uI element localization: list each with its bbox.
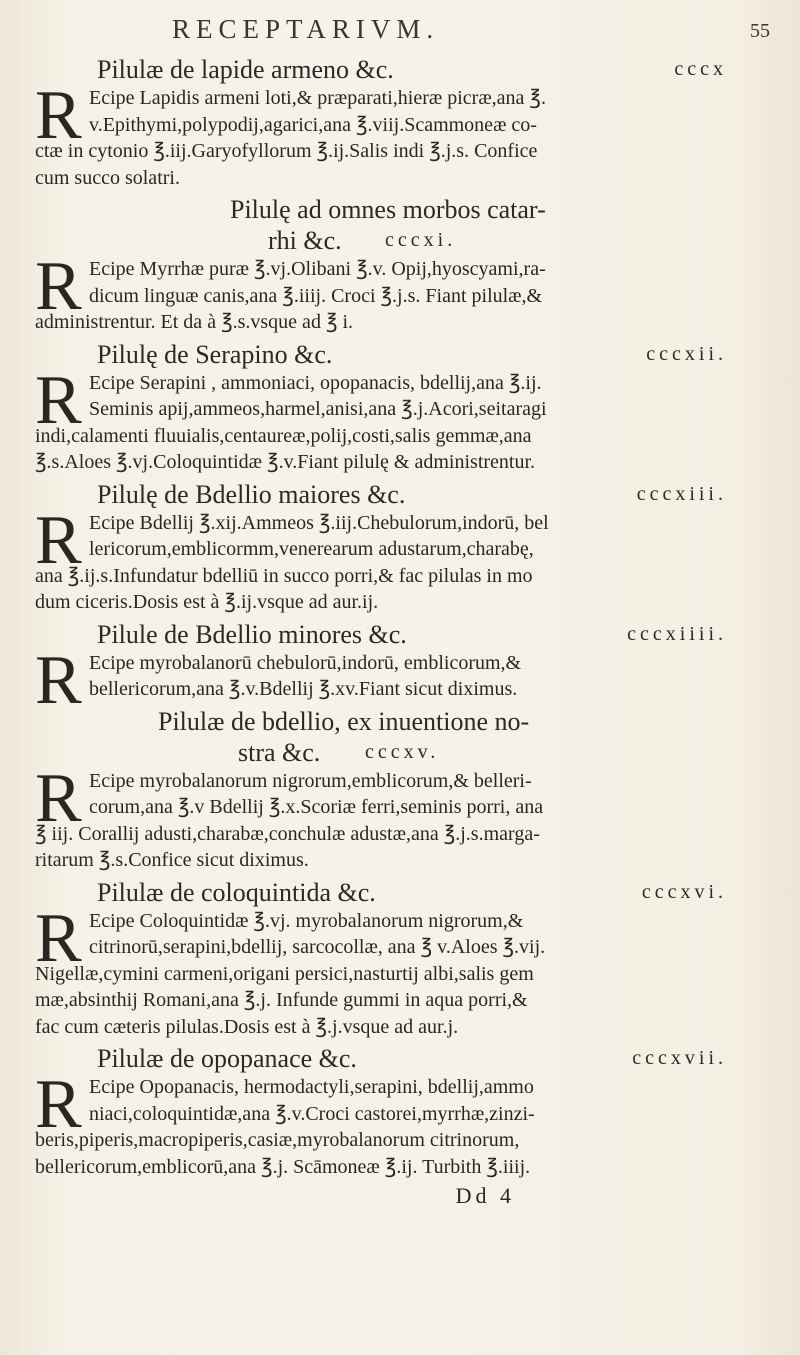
recipe-paragraph xyxy=(35,641,765,719)
text-line: citrinorū,serapini,bdellij, sarcocollæ, ana ℥ v.Aloes ℥.vij. xyxy=(89,936,546,958)
heading-title: Pilulæ de lapide armeno &c. xyxy=(97,55,394,84)
recipe-paragraph xyxy=(35,759,765,874)
drop-cap: R xyxy=(35,248,82,325)
drop-cap: R xyxy=(35,759,82,837)
text-line: Ecipe Myrrhæ puræ ℥.vj.Olibani ℥.v. Opij,hyoscyami,ra- xyxy=(89,258,546,280)
recipe-heading xyxy=(35,54,765,85)
text-line: Ecipe Lapidis armeni loti,& præparati,hieræ picræ,ana ℥. xyxy=(89,87,546,109)
recipe-heading xyxy=(35,877,765,908)
heading-title: Pilulæ de bdellio, ex inuentione no- xyxy=(158,706,530,736)
recipe-paragraph xyxy=(35,361,765,476)
text-line: dicum linguæ canis,ana ℥.iiij. Croci ℥.j.s. Fiant pilulæ,& xyxy=(89,284,543,307)
text-line: bellericorum,ana ℥.v.Bdellij ℥.xv.Fiant sicut diximus. xyxy=(89,678,518,700)
text-line: Ecipe myrobalanorum nigrorum,emblicorum,& belleri- xyxy=(89,769,532,792)
recipe-number: cccx xyxy=(674,58,727,80)
text-line: administrentur. Et da à ℥.s.vsque ad ℥ i. xyxy=(35,311,354,333)
heading-title: Pilulę de Bdellio maiores &c. xyxy=(97,479,406,509)
drop-cap: R xyxy=(35,1066,82,1143)
page-header xyxy=(0,14,800,50)
recipe-paragraph xyxy=(35,1066,765,1180)
recipe-number: cccxiii. xyxy=(636,482,727,505)
heading-title: Pilulę de Serapino &c. xyxy=(97,339,333,369)
recipe-paragraph xyxy=(35,899,765,1041)
recipe-number: cccxii. xyxy=(646,342,727,365)
text-line: ℥ iij. Corallij adusti,charabæ,conchulæ adustæ,ana ℥.j.s.marga- xyxy=(35,822,540,845)
text-line: ana ℥.ij.s.Infundatur bdelliū in succo porri,& fac pilulas in mo xyxy=(35,564,533,587)
text-line: mæ,absinthij Romani,ana ℥.j. Infunde gummi in aqua porri,& xyxy=(35,989,528,1011)
recipe-heading xyxy=(35,479,765,510)
signature-mark: Dd 4 xyxy=(455,1183,515,1208)
text-line: niaci,coloquintidæ,ana ℥.v.Croci castorei,myrrhæ,zinzi- xyxy=(89,1102,535,1125)
recipe-heading xyxy=(35,1043,765,1074)
page-number: 55 xyxy=(750,20,770,42)
recipe-heading xyxy=(35,619,765,650)
recipe-number: cccxvii. xyxy=(632,1047,727,1069)
text-line: Ecipe Serapini , ammoniaci, opopanacis, bdellij,ana ℥.ij. xyxy=(89,371,542,394)
heading-title: Pilulę ad omnes morbos catar- xyxy=(230,195,546,224)
text-line: Ecipe Opopanacis, hermodactyli,serapini, bdellij,ammo xyxy=(89,1076,534,1098)
text-line: ctæ in cytonio ℥.iij.Garyofyllorum ℥.ij.Salis indi ℥.j.s. Confice xyxy=(35,140,538,162)
recipe-heading xyxy=(35,339,765,370)
drop-cap: R xyxy=(35,501,82,579)
running-head: RECEPTARIVM. xyxy=(172,14,440,44)
drop-cap: R xyxy=(35,361,82,439)
recipe-number: cccxi. xyxy=(385,229,457,251)
text-line: Ecipe Bdellij ℥.xij.Ammeos ℥.iij.Chebulorum,indorū, bel xyxy=(89,511,549,534)
text-line: dum ciceris.Dosis est à ℥.ij.vsque ad aur.ij. xyxy=(35,591,379,613)
text-line: corum,ana ℥.v Bdellij ℥.x.Scoriæ ferri,seminis porri, ana xyxy=(89,796,544,818)
text-line: ℥.s.Aloes ℥.vj.Coloquintidæ ℥.v.Fiant pilulę & administrentur. xyxy=(35,451,536,473)
recipe-heading xyxy=(35,194,765,256)
text-line: v.Epithymi,polypodij,agarici,ana ℥.viij.Scammoneæ co- xyxy=(89,113,537,136)
heading-title: Pilule de Bdellio minores &c. xyxy=(97,619,407,649)
heading-title-continued: stra &c. xyxy=(238,737,321,767)
recipe-number: cccxv. xyxy=(365,740,440,763)
drop-cap: R xyxy=(35,641,82,719)
text-line: fac cum cæteris pilulas.Dosis est à ℥.j.vsque ad aur.j. xyxy=(35,1015,459,1038)
recipe-number: cccxiiii. xyxy=(627,622,727,645)
text-line: lericorum,emblicormm,venerearum adustarum,charabę, xyxy=(89,538,534,560)
text-line: Ecipe Coloquintidæ ℥.vj. myrobalanorum nigrorum,& xyxy=(89,909,524,932)
recipe-paragraph xyxy=(35,501,765,616)
text-line: cum succo solatri. xyxy=(35,166,180,189)
drop-cap: R xyxy=(35,899,82,977)
recipe-paragraph xyxy=(35,248,765,336)
heading-title: Pilulæ de coloquintida &c. xyxy=(97,877,376,907)
page-body xyxy=(35,54,765,1213)
heading-title-continued: rhi &c. xyxy=(268,226,342,255)
text-line: ritarum ℥.s.Confice sicut diximus. xyxy=(35,849,309,871)
recipe-number: cccxvi. xyxy=(641,880,727,903)
recipe-paragraph xyxy=(35,77,765,191)
drop-cap: R xyxy=(35,77,82,154)
text-line: Seminis apij,ammeos,harmel,anisi,ana ℥.j.Acori,seitaragi xyxy=(89,398,547,420)
signature-row xyxy=(35,1183,765,1213)
text-line: indi,calamenti fluuialis,centaureæ,polij,costi,salis gemmæ,ana xyxy=(35,424,532,447)
text-line: beris,piperis,macropiperis,casiæ,myrobalanorum citrinorum, xyxy=(35,1129,520,1151)
heading-title: Pilulæ de opopanace &c. xyxy=(97,1044,357,1073)
text-line: bellericorum,emblicorū,ana ℥.j. Scāmoneæ ℥.ij. Turbith ℥.iiij. xyxy=(35,1155,531,1178)
text-line: Ecipe myrobalanorū chebulorū,indorū, emblicorum,& xyxy=(89,651,522,674)
recipe-heading xyxy=(35,706,765,768)
text-line: Nigellæ,cymini carmeni,origani persici,nasturtij albi,salis gem xyxy=(35,962,534,985)
